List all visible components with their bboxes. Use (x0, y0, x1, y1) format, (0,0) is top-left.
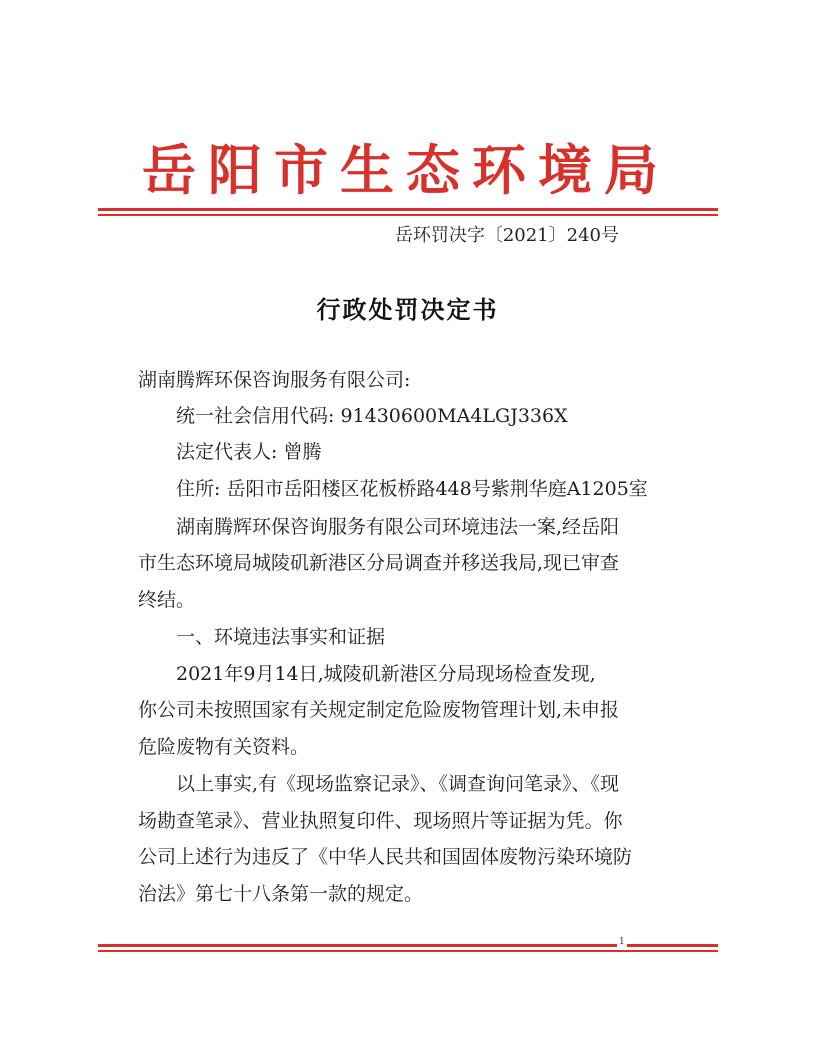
evidence-paragraph-line: 治法》第七十八条第一款的规定。 (138, 883, 424, 905)
party-address: 住所: 岳阳市岳阳楼区花板桥路448号紫荆华庭A1205室 (176, 478, 648, 500)
page-number: 1 (619, 937, 625, 947)
facts-paragraph-line: 你公司未按照国家有关规定制定危险废物管理计划,未申报 (138, 699, 620, 721)
header-red-rule-thin (98, 214, 718, 216)
intro-paragraph-line: 终结。 (138, 589, 196, 611)
evidence-paragraph-line: 场勘查笔录》、营业执照复印件、现场照片等证据为凭。你 (138, 810, 623, 832)
footer-red-rule-thin (98, 950, 718, 952)
evidence-paragraph-line: 以上事实,有《现场监察记录》、《调查询问笔录》、《现 (176, 773, 620, 795)
document-title: 行政处罚决定书 (316, 295, 499, 324)
intro-paragraph-line: 市生态环境局城陵矶新港区分局调查并移送我局,现已审查 (138, 552, 620, 574)
credit-code: 统一社会信用代码: 91430600MA4LGJ336X (176, 405, 568, 427)
agency-header-title: 岳阳市生态环境局 (142, 138, 670, 202)
document-number: 岳环罚决字〔2021〕240号 (394, 225, 619, 246)
intro-paragraph-line: 湖南腾辉环保咨询服务有限公司环境违法一案,经岳阳 (176, 516, 620, 538)
evidence-paragraph-line: 公司上述行为违反了《中华人民共和国固体废物污染环境防 (138, 846, 633, 868)
section-heading: 一、环境违法事实和证据 (176, 626, 386, 648)
facts-paragraph-line: 2021年9月14日,城陵矶新港区分局现场检查发现, (176, 663, 596, 685)
header-red-rule-thick (98, 208, 718, 211)
legal-representative: 法定代表人: 曾腾 (176, 441, 322, 463)
party-name: 湖南腾辉环保咨询服务有限公司: (138, 369, 411, 391)
facts-paragraph-line: 危险废物有关资料。 (138, 736, 310, 758)
